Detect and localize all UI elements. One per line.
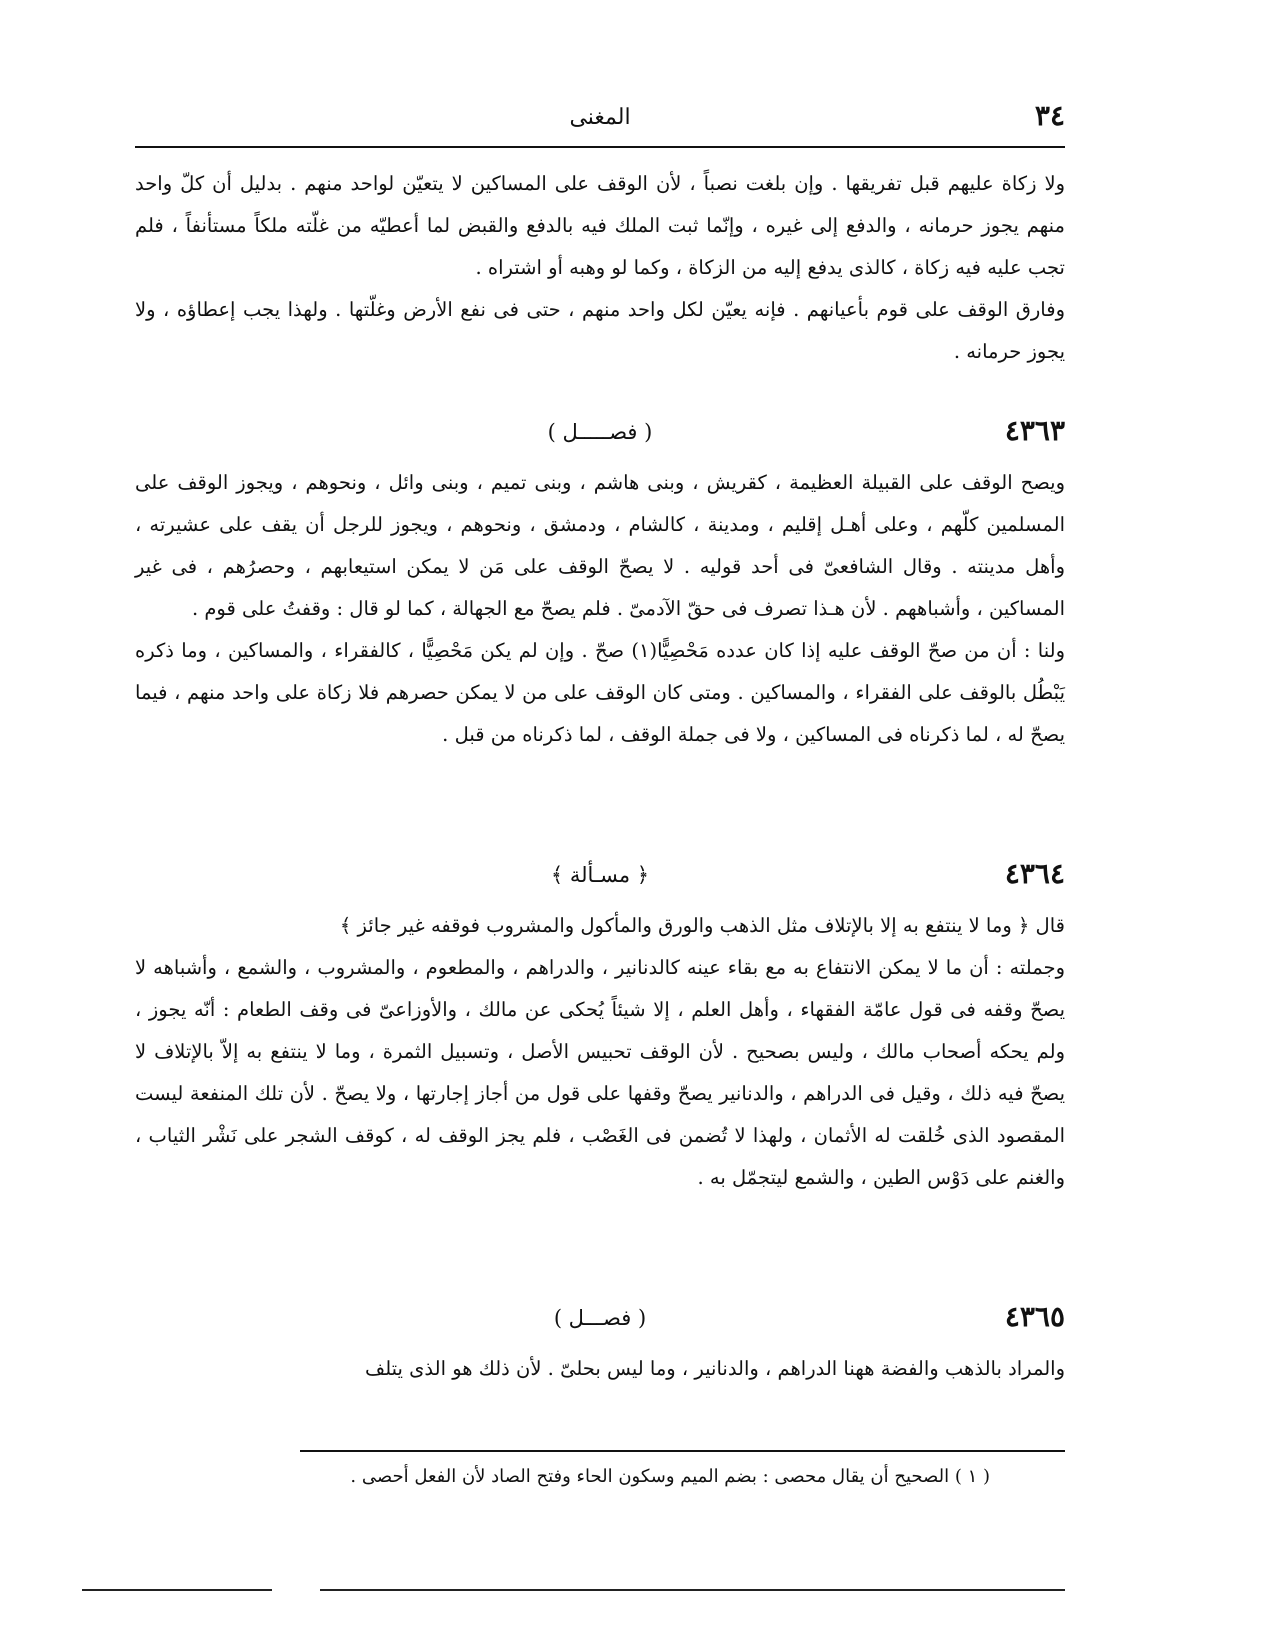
section-body-4363 <box>135 462 1065 756</box>
section-heading-4364 <box>135 857 1065 901</box>
bottom-rule <box>82 1589 272 1591</box>
section-title: ﴿ مسـألة ﴾ <box>550 863 650 887</box>
paragraph: ولنا : أن من صحّ الوقف عليه إذا كان عدده مَحْصِيًّا(١) صحّ . وإن لم يكن مَحْصِيًّا ، كالفقراء ، والمساكين ، وما ذكره يَبْطُل بالوقف على الفقراء ، والمساكين . ومتى كان الوقف على من لا يمكن حصرهم فلا زكاة على واحد منهم ، فيما يصحّ له ، لما ذكرناه فى المساكين ، ولا فى جملة الوقف ، لما ذكرناه من قبل . <box>135 639 1065 746</box>
page-number: ٣٤ <box>1034 99 1065 132</box>
section-heading-4363 <box>135 414 1065 458</box>
page-header <box>135 95 1065 145</box>
header-rule <box>135 146 1065 148</box>
section-body-4365 <box>135 1348 1065 1390</box>
bottom-rule <box>320 1589 1065 1591</box>
section-number: ٤٣٦٣ <box>1004 414 1065 447</box>
section-title: ( فصـــــل ) <box>547 420 653 444</box>
footnote-rule <box>300 1450 1065 1452</box>
section-heading-4365 <box>135 1300 1065 1344</box>
opening-text <box>135 163 1065 373</box>
paragraph: ويصح الوقف على القبيلة العظيمة ، كقريش ، وبنى هاشم ، وبنى تميم ، وبنى وائل ، ونحوهم ، ويجوز الوقف على المسلمين كلّهم ، وعلى أهـل إقليم ، ومدينة ، كالشام ، ودمشق ، ونحوهم ، ويجوز للرجل أن يقف على عشيرته ، وأهل مدينته . وقال الشافعىّ فى أحد قوليه . لا يصحّ الوقف على مَن لا يمكن استيعابهم ، وحصرُهم ، فى غير المساكين ، وأشباههم . لأن هـذا تصرف فى حقّ الآدمىّ . فلم يصحّ مع الجهالة ، كما لو قال : وقفتُ على قوم . <box>135 471 1065 620</box>
section-number: ٤٣٦٥ <box>1004 1300 1065 1333</box>
section-body-4364 <box>135 905 1065 1199</box>
section-title: ( فصـــل ) <box>553 1306 647 1330</box>
footnote: ( ١ ) الصحيح أن يقال محصى : بضم الميم وسكون الحاء وفتح الصاد لأن الفعل أحصى . <box>350 1466 990 1487</box>
paragraph: وجملته : أن ما لا يمكن الانتفاع به مع بقاء عينه كالدنانير ، والدراهم ، والمطعوم ، والمشروب ، والشمع ، وأشباهه لا يصحّ وقفه فى قول عامّة الفقهاء ، وأهل العلم ، إلا شيئاً يُحكى عن مالك ، والأوزاعىّ فى وقف الطعام : أنّه يجوز ، ولم يحكه أصحاب مالك ، وليس بصحيح . لأن الوقف تحبيس الأصل ، وتسبيل الثمرة ، وما لا ينتفع به إلاّ بالإتلاف لا يصحّ فيه ذلك ، وقيل فى الدراهم ، والدنانير يصحّ وقفها على قول من أجاز إجارتها ، ولا يصحّ . لأن تلك المنفعة ليست المقصود الذى خُلقت له الأثمان ، ولهذا لا تُضمن فى الغَصْب ، فلم يجز الوقف له ، كوقف الشجر على نَشْر الثياب ، والغنم على دَوْس الطين ، والشمع ليتجمّل به . <box>135 956 1065 1189</box>
paragraph: قال ﴿ وما لا ينتفع به إلا بالإتلاف مثل الذهب والورق والمأكول والمشروب فوقفه غير جائز ﴾ <box>339 914 1065 937</box>
paragraph: والمراد بالذهب والفضة ههنا الدراهم ، والدنانير ، وما ليس بحلىّ . لأن ذلك هو الذى يتلف <box>365 1357 1065 1380</box>
running-title: المغنى <box>569 105 631 130</box>
paragraph: ولا زكاة عليهم قبل تفريقها . وإن بلغت نصباً ، لأن الوقف على المساكين لا يتعيّن لواحد منهم . بدليل أن كلّ واحد منهم يجوز حرمانه ، والدفع إلى غيره ، وإنّما ثبت الملك فيه بالدفع والقبض لما أعطيّه من غلّته ملكاً مستأنفاً ، فلم تجب عليه فيه زكاة ، كالذى يدفع إليه من الزكاة ، وكما لو وهبه أو اشتراه . <box>135 172 1065 279</box>
paragraph: وفارق الوقف على قوم بأعيانهم . فإنه يعيّن لكل واحد منهم ، حتى فى نفع الأرض وغلّتها . ولهذا يجب إعطاؤه ، ولا يجوز حرمانه . <box>135 298 1065 363</box>
section-number: ٤٣٦٤ <box>1004 857 1065 890</box>
